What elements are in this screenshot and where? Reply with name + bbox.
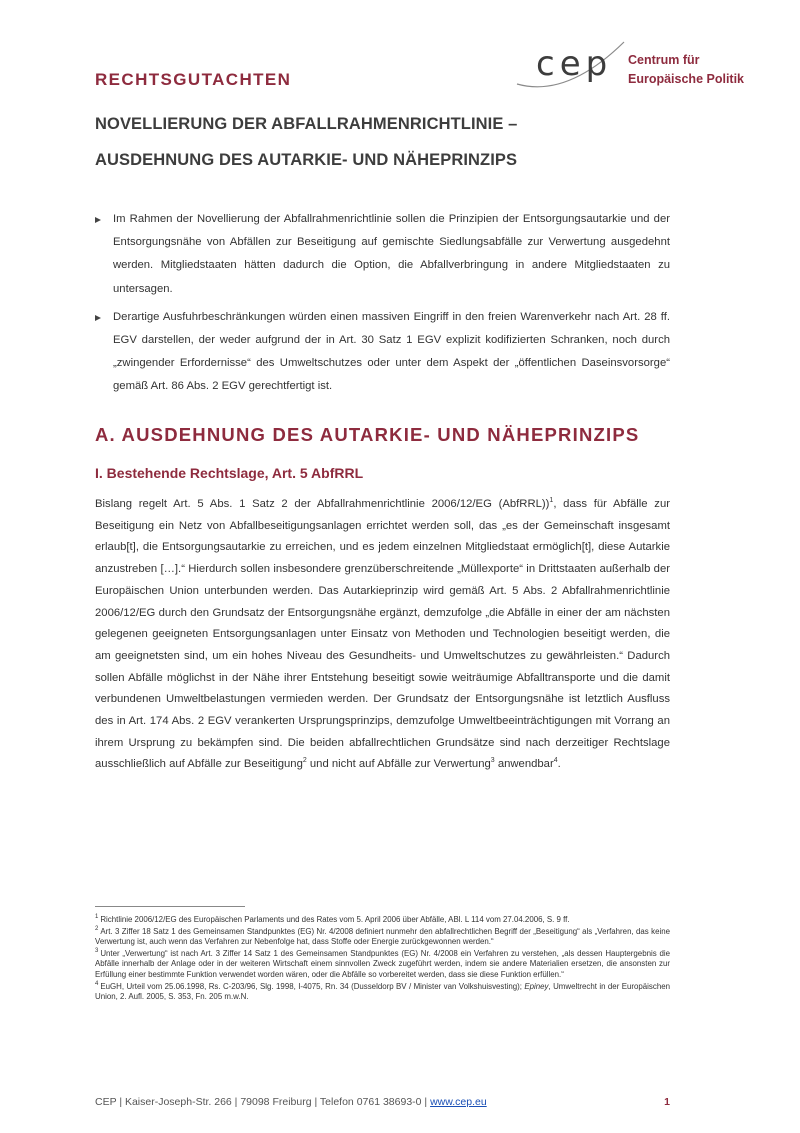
page-number: 1: [664, 1096, 670, 1108]
footnote-text: Art. 3 Ziffer 18 Satz 1 des Gemeinsamen Standpunktes (EG) Nr. 4/2008 definiert nunmehr den abfallrechtlichen Begriff der „Beseitigung“ als „Verfahren, das keine Verwertung ist, auch wenn das Verfahren zur Nebenfolge hat, dass Stoffe oder Energie zurückgewonnen werden.“: [95, 926, 670, 947]
logo-organization-name: [628, 51, 744, 89]
footnote-number: 3: [95, 948, 99, 955]
footnote-text: Unter „Verwertung“ ist nach Art. 3 Ziffer 14 Satz 1 des Gemeinsamen Standpunktes (EG) Nr. 4/2008 ein Verfahren zu verstehen, „als dessen Hauptergebnis die Abfälle innerhalb der Anlage oder in der weiteren Wirtschaft einem sinnvollen Zweck zugeführt werden, indem sie andere Materialien ersetzen, die ansonsten zur Erfüllung einer bestimmte Funktion verwendet worden wären, oder die Abfälle so vorbereitet werden, dass sie diese Funktion erfüllen.“: [95, 948, 670, 979]
title-line: AUSDEHNUNG DES AUTARKIE- UND NÄHEPRINZIPS: [95, 151, 518, 169]
logo-org-line: Centrum für: [628, 53, 700, 67]
summary-list: [95, 208, 670, 404]
logo-org-line: Europäische Politik: [628, 72, 745, 86]
summary-text: Im Rahmen der Novellierung der Abfallrahmenrichtlinie sollen die Prinzipien der Entsorgungsautarkie und der Entsorgungsnähe von Abfällen zur Beseitigung auf gemischte Siedlungsabfälle zur Verwertung ausgedehnt werden. Mitgliedstaaten hätten dadurch die Option, die Abfallverbringung in andere Mitgliedstaaten zu untersagen.: [113, 213, 670, 295]
summary-item: [95, 306, 670, 399]
title-line: NOVELLIERUNG DER ABFALLRAHMENRICHTLINIE –: [95, 115, 518, 133]
body-paragraph: [95, 494, 670, 776]
footnote-text: , Umweltrecht in der Europäischen Union, 2. Aufl. 2005, S. 353, Fn. 205 m.w.N.: [95, 981, 670, 1002]
footnote-text: Richtlinie 2006/12/EG des Europäischen Parlaments und des Rates vom 5. April 2006 über Abfälle, ABl. L 114 vom 27.04.2006, S. 9 ff.: [100, 915, 570, 924]
summary-item: [95, 208, 670, 301]
body-text-part: und nicht auf Abfälle zur Verwertung: [306, 758, 491, 771]
footnotes-list: [95, 915, 670, 1004]
footnote-number: 4: [95, 980, 99, 987]
triangle-bullet-icon: [95, 217, 101, 223]
footnote-text: EuGH, Urteil vom 25.06.1998, Rs. C-203/96, Slg. 1998, I-4075, Rn. 34 (Dusseldorp BV / Minister van Volkshuisvesting);: [100, 981, 525, 991]
subsection-heading: I. Bestehende Rechtslage, Art. 5 AbfRRL: [95, 465, 364, 481]
footnote-number: 1: [95, 914, 99, 921]
document-type: RECHTSGUTACHTEN: [95, 70, 292, 89]
footnote-author: Epiney: [524, 981, 549, 991]
footnote: [95, 915, 670, 926]
footnote-number: 2: [95, 925, 99, 932]
footer-address: CEP | Kaiser-Joseph-Str. 266 | 79098 Freiburg | Telefon 0761 38693-0 |: [95, 1096, 431, 1108]
logo-wordmark: cep: [536, 44, 613, 84]
cep-logo: [512, 36, 762, 96]
footnote-ref[interactable]: 1: [549, 497, 554, 505]
document-title: [95, 106, 517, 178]
website-link[interactable]: www.cep.eu: [430, 1096, 487, 1108]
body-text-part: , dass für Abfälle zur Beseitigung ein Netz von Abfallbeseitigungsanlagen errichtet werden soll, das „es der Gemeinschaft insgesamt erlaub[t], die Entsorgungsautarkie zu erreichen, und es jedem einzelnen Mitgliedstaat ermöglich[t], diese Autarkie anzustreben […].“ Hierdurch sollen insbesondere grenzüberschreitende „Müllexporte“ in Drittstaaten außerhalb der Europäischen Union unterbunden werden. Das Autarkieprinzip wird gemäß Art. 5 Abs. 2 Abfallrahmenrichtlinie 2006/12/EG durch den Grundsatz der Entsorgungsnähe ergänzt, demzufolge „die Abfälle in einer der am nächsten gelegenen geeigneten Entsorgungsanlagen unter Einsatz von Methoden und Technologien beseitigt werden, die am geeignetsten sind, um ein hohes Niveau des Gesundheits- und Umweltschutzes zu gewährleisten.“ Dadurch sollen Abfälle möglichst in der Nähe ihrer Entstehung beseitigt sowie weiträumige Abfalltransporte und die damit verbundenen Umweltbelastungen vermieden werden. Der Grundsatz der Entsorgungsnähe ist letztlich Ausfluss des in Art. 174 Abs. 2 EGV verankerten Ursprungsprinzips, demzufolge Umweltbeeinträchtigungen mit Vorrang an ihrem Ursprung zu bekämpfen sind. Die beiden abfallrechtlichen Grundsätze sind nach derzeitiger Rechtslage ausschließlich auf Abfälle zur Beseitigung: [95, 498, 670, 771]
body-text-part: Bislang regelt Art. 5 Abs. 1 Satz 2 der Abfallrahmenrichtlinie 2006/12/EG (AbfRRL)): [95, 498, 550, 510]
footnote: [95, 927, 670, 948]
footnote-ref[interactable]: 3: [490, 757, 495, 765]
section-heading: A. AUSDEHNUNG DES AUTARKIE- UND NÄHEPRINZIPS: [95, 424, 640, 445]
body-text-part: .: [557, 758, 561, 771]
footnote-divider: [95, 906, 245, 907]
page-footer: [95, 1096, 670, 1108]
summary-text: Derartige Ausfuhrbeschränkungen würden einen massiven Eingriff in den freien Warenverkehr nach Art. 28 ff. EGV darstellen, der weder aufgrund der in Art. 30 Satz 1 EGV explizit kodifizierten Schranken, noch durch „zwingender Erfordernisse“ des Umweltschutzes oder unter dem Aspekt der „öffentlichen Daseinsvorsorge“ gemäß Art. 86 Abs. 2 EGV gerechtfertigt ist.: [113, 310, 670, 393]
footnote-ref[interactable]: 2: [302, 757, 307, 765]
footnote: [95, 982, 670, 1003]
footnote: [95, 949, 670, 981]
triangle-bullet-icon: [95, 315, 101, 321]
footnote-ref[interactable]: 4: [553, 757, 558, 765]
body-text-part: anwendbar: [494, 758, 554, 771]
